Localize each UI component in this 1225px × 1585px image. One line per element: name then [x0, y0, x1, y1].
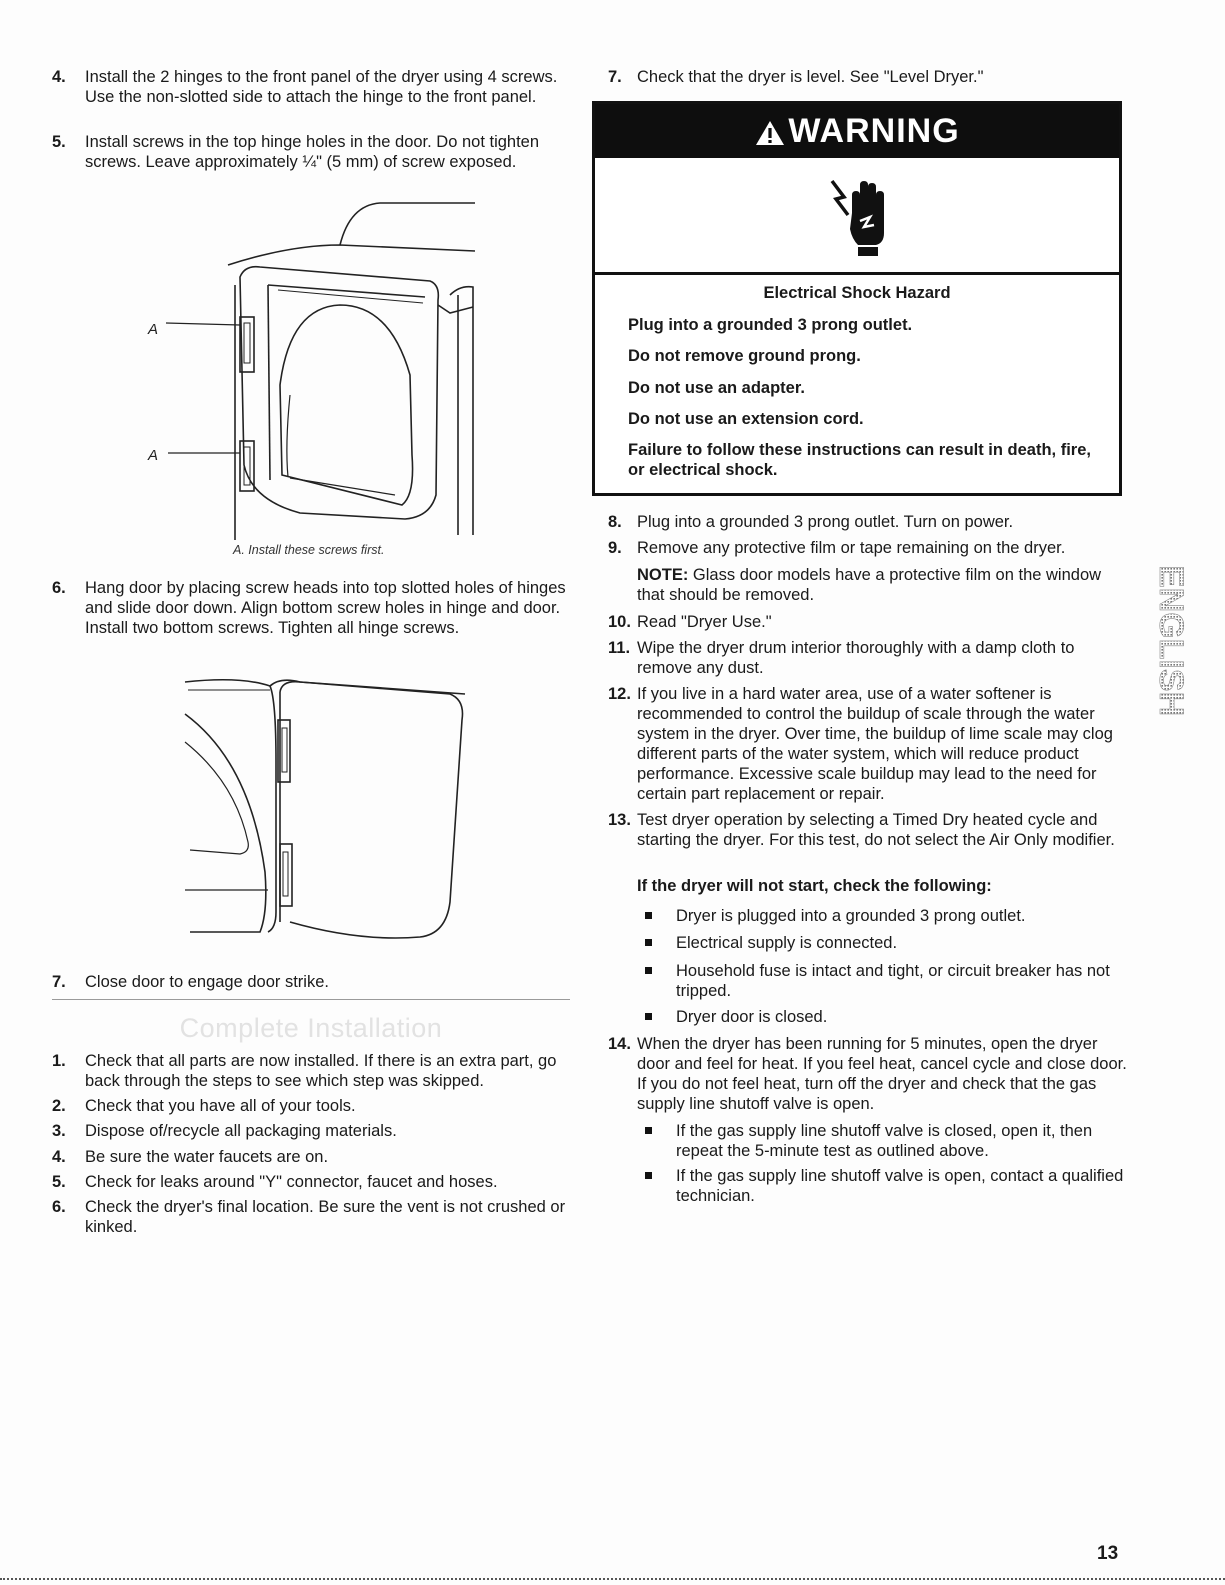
- bullet-text: Household fuse is intact and tight, or circuit breaker has not tripped.: [676, 962, 1110, 1000]
- bullet-square: [645, 1172, 652, 1179]
- warning-line-1: Plug into a grounded 3 prong outlet.: [628, 316, 913, 334]
- step-number: 6.: [52, 579, 66, 597]
- label-a-top: A: [148, 321, 159, 338]
- dryer-hinge-illustration: [140, 195, 490, 540]
- warning-line-5: Failure to follow these instructions can result in death, fire, or electrical shock.: [628, 441, 1091, 479]
- right-column-body: [600, 0, 1225, 1585]
- bullet-text: Dryer door is closed.: [676, 1008, 828, 1026]
- warning-header-text: WARNING: [788, 112, 960, 150]
- section-divider: [52, 999, 570, 1000]
- language-side-tab: [1150, 565, 1190, 760]
- step-number: 10.: [608, 613, 631, 631]
- step-text: If you live in a hard water area, use of a water softener is recommended to control the buildup of scale through the water system in the dryer. Over time, the buildup of lime scale may clog different parts of the water system, which will reduce product performance. Excessive scale buildup may lead to the need for certain part replacement or repair.: [637, 685, 1113, 803]
- note-text: [637, 565, 1127, 605]
- step-text: Check that the dryer is level. See "Level Dryer.": [637, 68, 984, 86]
- step-number: 14.: [608, 1035, 631, 1053]
- note-label: NOTE:: [637, 566, 689, 584]
- step-text: Close door to engage door strike.: [85, 973, 329, 991]
- open-door-illustration: [180, 672, 470, 944]
- step-number: 8.: [608, 513, 622, 531]
- step-text: Check the dryer's final location. Be sure the vent is not crushed or kinked.: [85, 1198, 566, 1236]
- bullet-square: [645, 967, 652, 974]
- step-text: Test dryer operation by selecting a Timed Dry heated cycle and starting the dryer. For this test, do not select the Air Only modifier.: [637, 811, 1115, 849]
- step-number: 5.: [52, 1173, 66, 1191]
- step-text: Remove any protective film or tape remaining on the dryer.: [637, 539, 1066, 557]
- step-number: 4.: [52, 1148, 66, 1166]
- step-number: 11.: [608, 639, 631, 657]
- bullet-square: [645, 1127, 652, 1134]
- step-text: Wipe the dryer drum interior thoroughly with a damp cloth to remove any dust.: [637, 639, 1075, 677]
- step-text: Hang door by placing screw heads into top slotted holes of hinges and slide door down. Align bottom screw holes in hinge and door. Install two bottom screws. Tighten all hinge screws.: [85, 579, 566, 637]
- step-text: Install screws in the top hinge holes in the door. Do not tighten screws. Leave approximately ¼" (5 mm) of screw exposed.: [85, 133, 540, 171]
- section-heading: Complete Installation: [179, 1013, 443, 1043]
- step-text: Read "Dryer Use.": [637, 613, 772, 631]
- page-number: 13: [1097, 1543, 1119, 1564]
- bullet-text: If the gas supply line shutoff valve is closed, open it, then repeat the 5-minute test as outlined above.: [676, 1122, 1093, 1160]
- step-number: 12.: [608, 685, 631, 703]
- bullet-text: If the gas supply line shutoff valve is open, contact a qualified technician.: [676, 1167, 1124, 1205]
- bullet-square: [645, 912, 652, 919]
- hazard-title: Electrical Shock Hazard: [763, 284, 951, 302]
- bullet-square: [645, 1013, 652, 1020]
- step-text: Install the 2 hinges to the front panel of the dryer using 4 screws. Use the non-slotted side to attach the hinge to the front panel.: [85, 68, 558, 106]
- check-heading-text: If the dryer will not start, check the following:: [637, 877, 992, 895]
- bottom-border: [0, 1578, 1225, 1580]
- step-number: 13.: [608, 811, 631, 829]
- step-text: Dispose of/recycle all packaging materials.: [85, 1122, 397, 1140]
- step-number: 3.: [52, 1122, 66, 1140]
- step-number: 2.: [52, 1097, 66, 1115]
- warning-line-3: Do not use an adapter.: [628, 379, 805, 397]
- note-body: Glass door models have a protective film on the window that should be removed.: [637, 566, 1102, 604]
- label-a-bottom: A: [148, 447, 159, 464]
- step-number: 4.: [52, 68, 66, 86]
- bullet-text: Dryer is plugged into a grounded 3 prong outlet.: [676, 907, 1026, 925]
- step-text: Plug into a grounded 3 prong outlet. Turn on power.: [637, 513, 1014, 531]
- step-text: Check that you have all of your tools.: [85, 1097, 356, 1115]
- step-number: 6.: [52, 1198, 66, 1216]
- warning-line-2: Do not remove ground prong.: [628, 347, 861, 365]
- figure-caption: A. Install these screws first.: [233, 543, 385, 557]
- warning-line-4: Do not use an extension cord.: [628, 410, 864, 428]
- step-text: Be sure the water faucets are on.: [85, 1148, 329, 1166]
- bullet-square: [645, 939, 652, 946]
- step-number: 9.: [608, 539, 622, 557]
- step-text: Check that all parts are now installed. If there is an extra part, go back through the steps to see which step was skipped.: [85, 1052, 557, 1090]
- bullet-text: Electrical supply is connected.: [676, 934, 898, 952]
- step-number: 7.: [52, 973, 66, 991]
- step-text: When the dryer has been running for 5 minutes, open the dryer door and feel for heat. If you feel heat, cancel cycle and close door. If you do not feel heat, turn off the dryer and check that the gas supply line shutoff valve is open.: [637, 1035, 1127, 1113]
- step-number: 1.: [52, 1052, 66, 1070]
- step-text: Check for leaks around "Y" connector, faucet and hoses.: [85, 1173, 498, 1191]
- step-number: 5.: [52, 133, 66, 151]
- language-tab-text: ENGLISH: [1152, 565, 1190, 717]
- step-number: 7.: [608, 68, 622, 86]
